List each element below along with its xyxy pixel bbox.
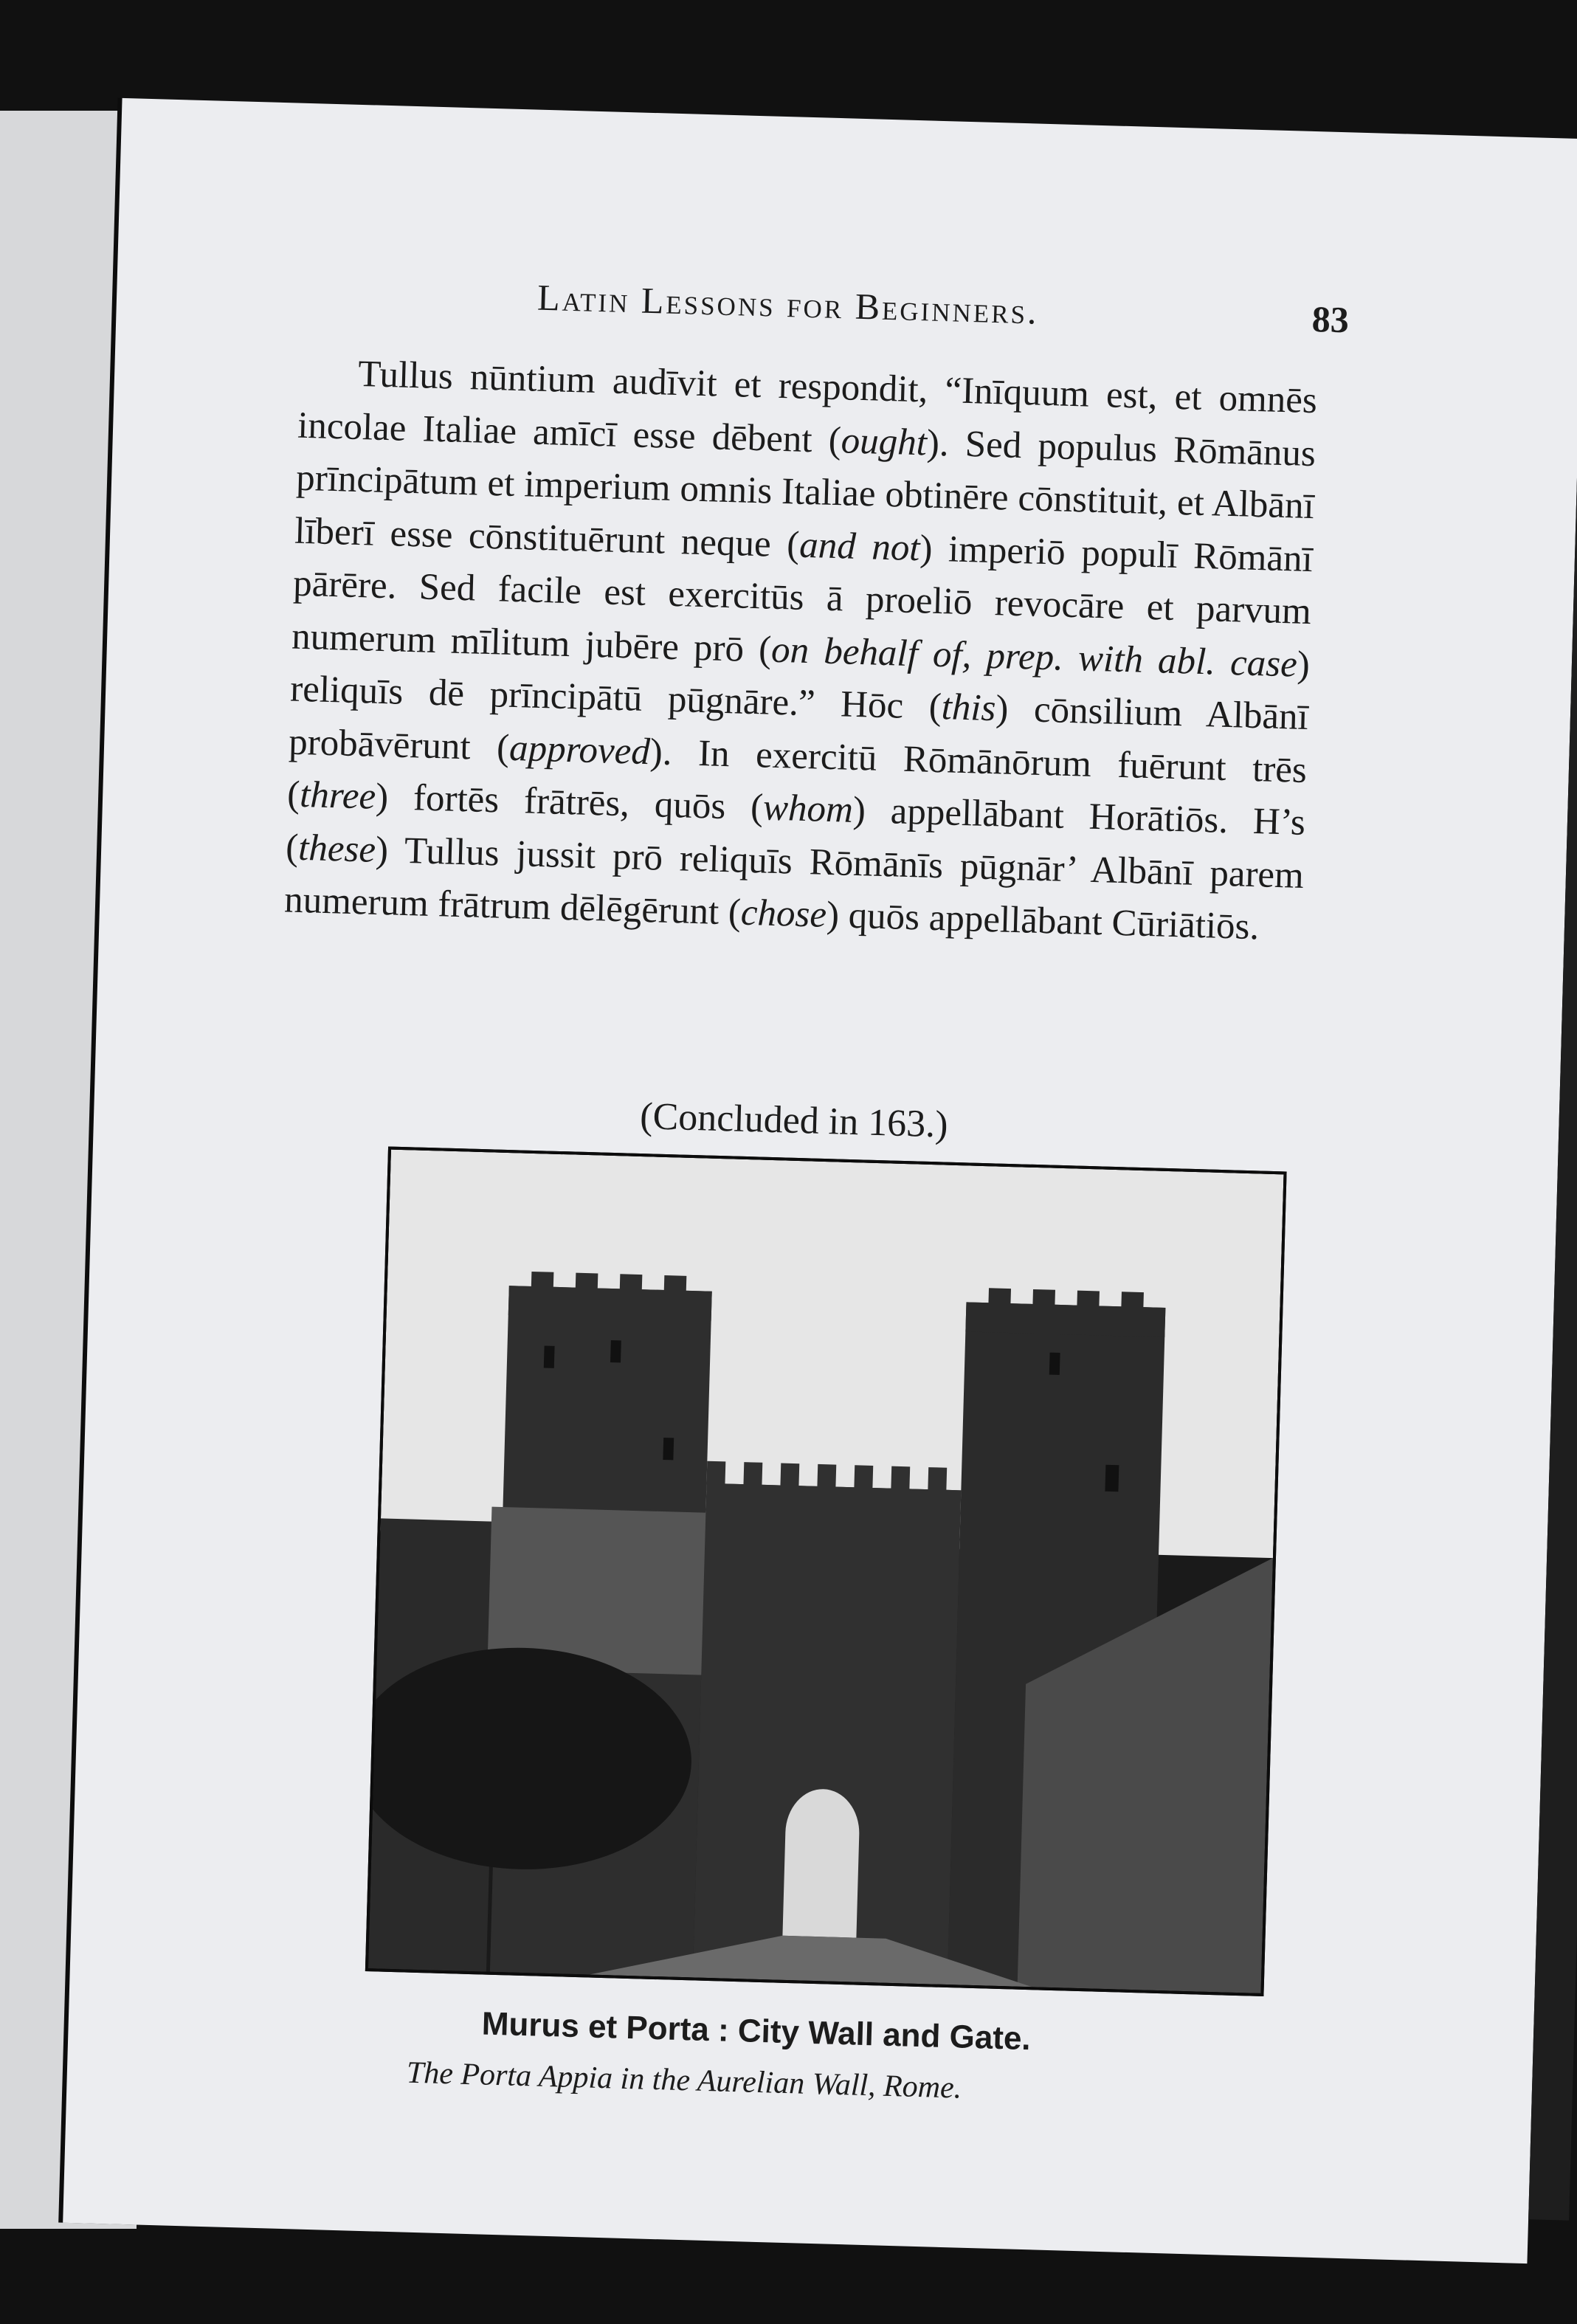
text-segment: ) cōnsilium Albānī probāvērunt ( — [288, 688, 1309, 769]
continuation-note: (Concluded in 163.) — [639, 1094, 949, 1146]
gloss: chose — [740, 892, 827, 936]
page-number: 83 — [1311, 297, 1350, 341]
gate-illustration — [368, 1150, 1284, 1993]
text-segment: ) imperiō populī Rōmānī pārēre. Sed facile est exercitūs ā proeliō revocāre et parvum numerum mīlitum jubēre prō ( — [291, 527, 1314, 671]
gloss: approved — [508, 727, 651, 773]
text-segment: ) quōs appellābant Cūriātiōs. — [826, 894, 1260, 948]
text-segment: ) fortēs frātrēs, quōs ( — [375, 776, 764, 829]
window — [1105, 1465, 1119, 1492]
gloss: whom — [762, 787, 854, 831]
body-paragraph — [283, 347, 1317, 956]
gloss: on behalf of, prep. with abl. case — [770, 629, 1298, 686]
gloss: three — [299, 773, 376, 818]
window — [663, 1438, 674, 1460]
text-segment: ) Tullus jussit prō reliquīs Rōmānīs pūgnār’ Albānī parem numerum frātrum dēlēgērunt ( — [283, 829, 1305, 934]
gate-photograph — [365, 1146, 1287, 1996]
window — [1049, 1353, 1060, 1375]
text-segment: ) reliquīs dē prīncipātū pūgnāre.” Hōc ( — [289, 644, 1311, 728]
archway — [782, 1788, 860, 1938]
gloss: ought — [841, 419, 928, 463]
book-page — [63, 98, 1577, 2263]
text-segment: ). In exercitū Rōmānōrum fuērunt trēs ( — [286, 731, 1308, 816]
gloss: these — [297, 827, 376, 871]
running-head: Latin Lessons for Beginners. — [536, 276, 1040, 332]
figure-caption-subtitle: The Porta Appia in the Aurelian Wall, Rome. — [406, 2055, 962, 2106]
window — [610, 1340, 621, 1362]
gloss: and not — [798, 524, 921, 569]
text-segment: ). Sed populus Rōmānus prīncipātum et imperium omnis Italiae obtinēre cōnstituit, et Albānī līberī esse cōnstituērunt neque ( — [294, 421, 1317, 566]
gloss: this — [941, 686, 997, 730]
page-edge — [1528, 168, 1577, 2220]
text-segment: ) appellābant Horātiōs. H’s ( — [285, 789, 1306, 869]
figure-caption-title: Murus et Porta : City Wall and Gate. — [481, 2005, 1032, 2058]
text-segment: Tullus nūntium audīvit et respondit, “Inīquum est, et omnēs incolae Italiae amīcī esse dēbent ( — [297, 353, 1318, 461]
window — [544, 1345, 555, 1368]
